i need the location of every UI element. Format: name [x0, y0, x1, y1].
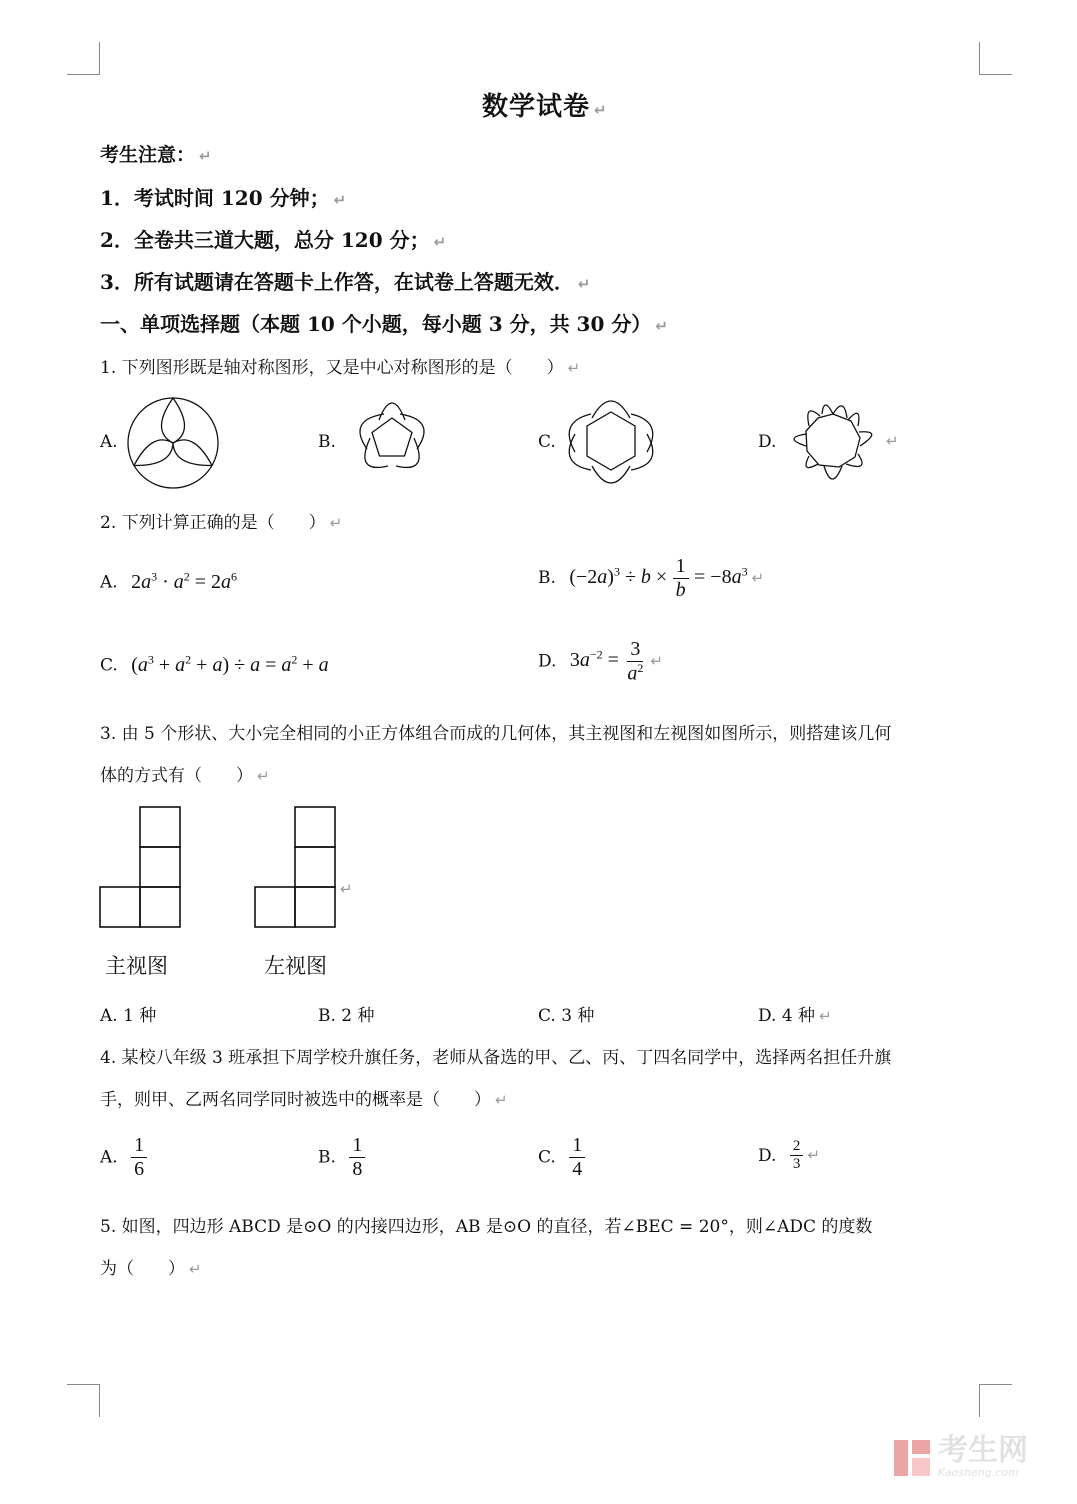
q2-option-d: D. $3a^{-2}$ = $\frac{3}{a^2}$ ↵	[538, 638, 663, 685]
q1-option-b-figure	[344, 394, 440, 486]
q3-caption-left-view: 左视图	[264, 954, 327, 978]
watermark-subtext: Kaosheng.com	[938, 1466, 1019, 1479]
crop-mark-top-left	[67, 42, 100, 75]
section-title: 一、单项选择题（本题 10 个小题，每小题 3 分，共 30 分） ↵	[100, 312, 668, 336]
notice-item: 3．所有试题请在答题卡上作答，在试卷上答题无效． ↵	[100, 270, 591, 294]
q3-option-d: D. 4 种 ↵	[758, 1006, 832, 1026]
crop-mark-top-right	[979, 42, 1012, 75]
q3-front-view-figure	[99, 806, 183, 930]
question-4-stem-cont: 手，则甲、乙两名同学同时被选中的概率是（ ） ↵	[100, 1090, 508, 1110]
question-3-stem: 3. 由 5 个形状、大小完全相同的小正方体组合而成的几何体，其主视图和左视图如图所示，则搭建该几何	[100, 724, 892, 744]
page-title: 数学试卷 ↵	[482, 92, 608, 122]
notice-item: 1．考试时间 120 分钟； ↵	[100, 186, 347, 210]
watermark-logo-icon	[892, 1438, 932, 1478]
fraction: $\frac{3}{a^2}$	[627, 638, 644, 685]
question-5-stem-cont: 为（ ） ↵	[100, 1259, 202, 1279]
fraction: $\frac{2}{3}$	[790, 1138, 804, 1174]
notice-item: 2．全卷共三道大题，总分 120 分； ↵	[100, 228, 447, 252]
q1-option-c-label: C.	[538, 432, 556, 452]
question-2-stem: 2. 下列计算正确的是（ ） ↵	[100, 513, 343, 533]
question-5-stem: 5. 如图，四边形 ABCD 是⊙O 的内接四边形，AB 是⊙O 的直径，若∠BEC = 20°，则∠ADC 的度数	[100, 1217, 873, 1237]
fraction: $\frac{1}{4}$	[569, 1134, 585, 1181]
q3-caption-front-view: 主视图	[105, 954, 168, 978]
q3-option-c: C. 3 种	[538, 1006, 595, 1026]
fraction: $\frac{1}{8}$	[349, 1134, 365, 1181]
question-4-stem: 4. 某校八年级 3 班承担下周学校升旗任务，老师从备选的甲、乙、丙、丁四名同学中，选择两名担任升旗	[100, 1048, 892, 1068]
q1-option-a-label: A.	[100, 432, 118, 452]
q1-option-d-label: D.	[758, 432, 777, 452]
watermark	[892, 1433, 1028, 1479]
crop-mark-bottom-left	[67, 1384, 100, 1417]
q1-option-a-figure	[126, 396, 220, 490]
return-mark: ↵	[886, 432, 899, 450]
q3-option-b: B. 2 种	[318, 1006, 375, 1026]
q1-option-c-figure	[564, 394, 658, 490]
q4-option-d: D. $\frac{2}{3}$ ↵	[758, 1138, 820, 1173]
question-1-stem: 1. 下列图形既是轴对称图形，又是中心对称图形的是（ ） ↵	[100, 358, 581, 378]
return-mark: ↵	[340, 880, 353, 898]
q2-option-b: B. $(-2a)^3 \div b$ × $\frac{1}{b}$ = $-8a^3$ ↵	[538, 555, 765, 601]
fraction: $\frac{1}{6}$	[131, 1134, 147, 1181]
q4-option-b: B. $\frac{1}{8}$	[318, 1134, 365, 1181]
question-3-stem-cont: 体的方式有（ ） ↵	[100, 766, 270, 786]
fraction: $\frac{1}{b}$	[673, 555, 689, 602]
q3-left-view-figure	[254, 806, 338, 930]
crop-mark-bottom-right	[979, 1384, 1012, 1417]
watermark-text: 考生网	[938, 1433, 1028, 1468]
q3-option-a: A. 1 种	[100, 1006, 157, 1026]
q4-option-a: A. $\frac{1}{6}$	[100, 1134, 147, 1181]
q1-option-b-label: B.	[318, 432, 336, 452]
q1-option-d-figure	[784, 394, 882, 486]
q2-option-a: A. $2a^3 \cdot a^2 = 2a^6$	[100, 569, 238, 593]
q2-option-c: C. $(a^3 + a^2 + a) \div a = a^2 + a$	[100, 652, 329, 676]
q4-option-c: C. $\frac{1}{4}$	[538, 1134, 585, 1181]
notice-heading: 考生注意： ↵	[100, 144, 212, 166]
